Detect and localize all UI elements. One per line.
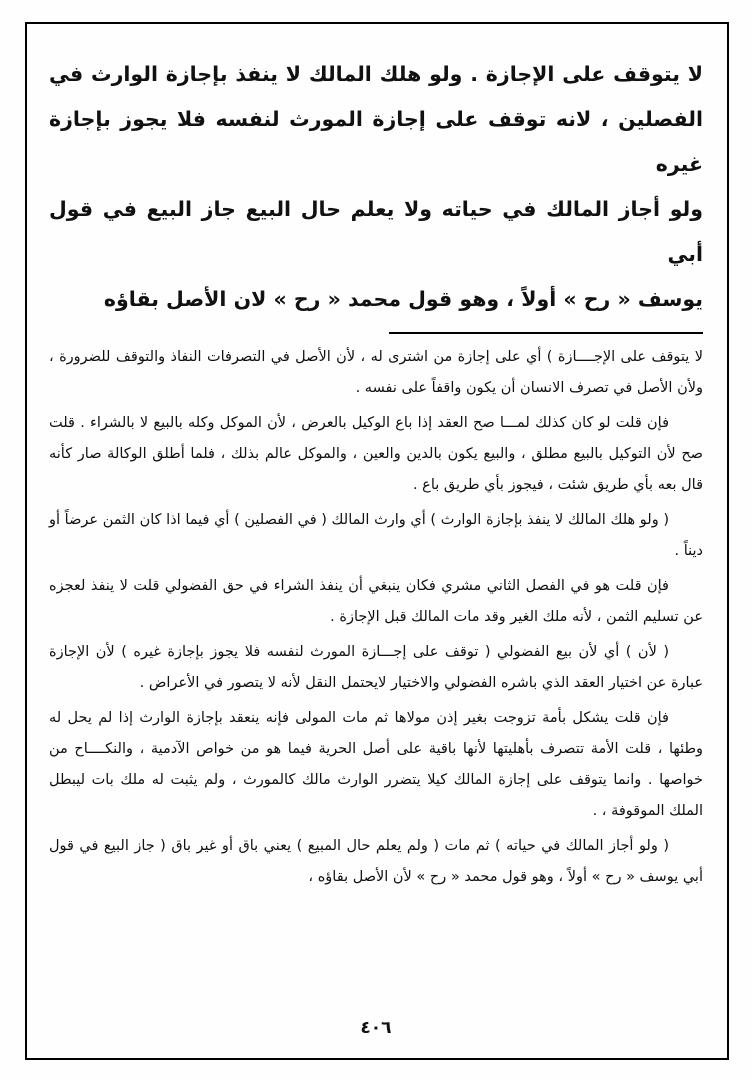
main-text-line: لا يتوقف على الإجازة . ولو هلك المالك لا ينفذ بإجازة الوارث في <box>49 62 703 86</box>
main-text-line: ولو أجاز المالك في حياته ولا يعلم حال البيع جاز البيع في قول أبي <box>49 197 703 266</box>
commentary-paragraph: ( لأن ) أي لأن بيع الفضولي ( توقف على إجـــازة المورث لنفسه فلا يجوز بإجازة غيره ) لأن الإجازة عبارة عن اختيار العقد الذي باشره الفضولي والاختيار لايحتمل النقل لأنه لا يتصور في الأعراض . <box>49 644 703 691</box>
page-content <box>49 24 703 1036</box>
commentary-block <box>49 342 703 893</box>
commentary-paragraph: لا يتوقف على الإجــــازة ) أي على إجازة من اشترى له ، لأن الأصل في التصرفات النفاذ والتوقف للضرورة ، ولأن الأصل في تصرف الانسان أن يكون واقفاً على نفسه . <box>49 349 703 396</box>
commentary-paragraph: فإن قلت هو في الفصل الثاني مشري فكان ينبغي أن ينفذ الشراء في حق الفضولي قلت لا ينفذ لعجزه عن تسليم الثمن ، لأنه ملك الغير وقد مات المالك قبل الإجازة . <box>49 578 703 625</box>
page-number: ٤٠٦ <box>360 1018 392 1038</box>
main-text-line: الفصلين ، لانه توقف على إجازة المورث لنفسه فلا يجوز بإجازة غيره <box>49 107 703 176</box>
commentary-paragraph: فإن قلت يشكل بأمة تزوجت بغير إذن مولاها ثم مات المولى فإنه ينعقد بإجازة الوارث إذا لم يحل له وطئها ، قلت الأمة تتصرف بأهليتها لأنها باقية على أصل الحرية فيما هو من خواص الآدمية ، والنكــــاح من خواصها . وانما يتوقف على إجازة المالك كيلا يتضرر الوارث مالك كالمورث ، ولم يثبت له ملك بات ليبطل الملك الموقوفة ، . <box>49 710 703 819</box>
commentary-paragraph: فإن قلت لو كان كذلك لمـــا صح العقد إذا باع الوكيل بالعرض ، لأن الموكل وكله بالبيع لا بالشراء . قلت صح لأن التوكيل بالبيع مطلق ، والبيع يكون بالدين والعين ، والموكل عالم بذلك ، فلما أطلق الوكالة صار كأنه قال بعه بأي طريق شئت ، فيجوز بأي طريق باع . <box>49 415 703 493</box>
section-divider <box>389 332 703 334</box>
main-text-block <box>49 24 703 322</box>
main-text-line: يوسف « رح » أولاً ، وهو قول محمد « رح » لان الأصل بقاؤه <box>103 287 703 311</box>
commentary-paragraph: ( ولو أجاز المالك في حياته ) ثم مات ( ولم يعلم حال المبيع ) يعني باق أو غير باق ( جاز البيع في قول أبي يوسف « رح » أولاً ، وهو قول محمد « رح » لأن الأصل بقاؤه ، <box>49 838 703 885</box>
commentary-paragraph: ( ولو هلك المالك لا ينفذ بإجازة الوارث ) أي وارث المالك ( في الفصلين ) أي فيما اذا كان الثمن عرضاً أو ديناً . <box>49 512 703 559</box>
